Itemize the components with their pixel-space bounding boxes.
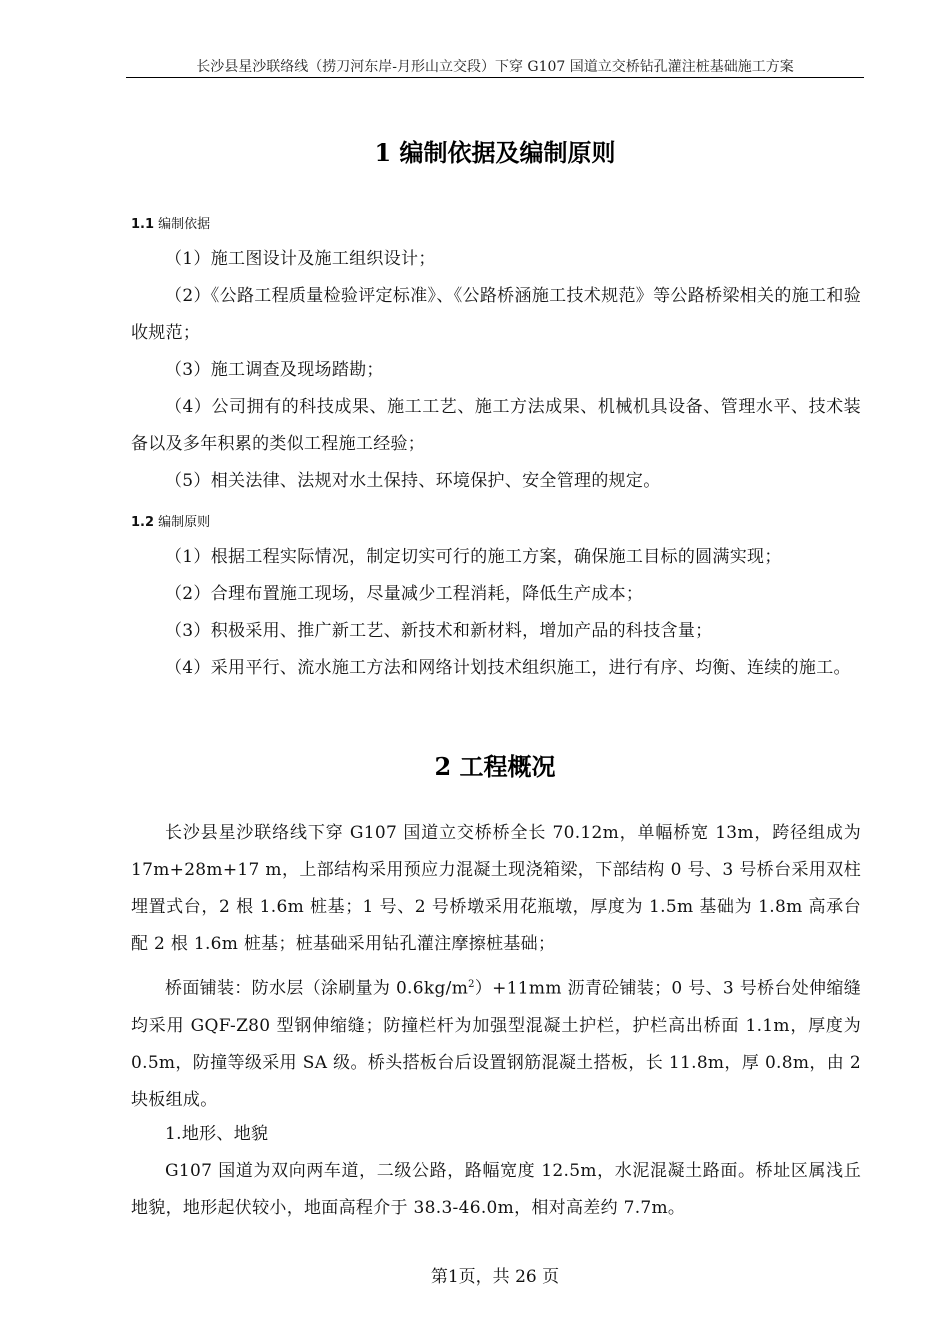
section-label: 编制依据	[158, 217, 211, 232]
superscript: 2	[468, 979, 475, 990]
paragraph-text: ）+11mm 沥青砼铺装；0 号、3 号桥台处伸缩缝均采用 GQF-Z80 型钢伸缩缝；防撞栏杆为加强型混凝土护栏，护栏高出桥面 1.1m，厚度为 0.5m，防撞等级采用 SA 级。桥头搭板台后设置钢筋混凝土搭板，长 11.8m，厚 0.8m，由 2 块板组成。	[131, 978, 861, 1110]
section-1-2-heading	[131, 514, 210, 532]
section-1-1-heading	[131, 216, 210, 234]
list-item: （1）施工图设计及施工组织设计；	[165, 249, 436, 269]
paragraph: 长沙县星沙联络线下穿 G107 国道立交桥桥全长 70.12m，单幅桥宽 13m，跨径组成为 17m+28m+17 m，上部结构采用预应力混凝土现浇箱梁，下部结构 0 号、3 号桥台采用双柱埋置式台，2 根 1.6m 桩基；1 号、2 号桥墩采用花瓶墩，厚度为 1.5m 基础为 1.8m 高承台配 2 根 1.6m 桩基；桩基础采用钻孔灌注摩擦桩基础；	[131, 823, 861, 954]
list-item: （5）相关法律、法规对水土保持、环境保护、安全管理的规定。	[165, 471, 661, 491]
list-item: （3）施工调查及现场踏勘；	[165, 360, 384, 380]
list-item: （2）《公路工程质量检验评定标准》、《公路桥涵施工技术规范》等公路桥梁相关的施工和验收规范；	[131, 286, 861, 343]
list-item: （4）公司拥有的科技成果、施工工艺、施工方法成果、机械机具设备、管理水平、技术装备以及多年积累的类似工程施工经验；	[131, 397, 861, 454]
list-item: （3）积极采用、推广新工艺、新技术和新材料，增加产品的科技含量；	[165, 621, 713, 641]
paragraph-text: 桥面铺装：防水层（涂刷量为 0.6kg/m	[165, 978, 469, 999]
subheading: 1.地形、地貌	[165, 1124, 269, 1144]
page-header: 长沙县星沙联络线（捞刀河东岸-月形山立交段）下穿 G107 国道立交桥钻孔灌注桩基础施工方案	[196, 59, 794, 75]
list-item: （2）合理布置施工现场，尽量减少工程消耗，降低生产成本；	[165, 584, 644, 604]
list-item: （4）采用平行、流水施工方法和网络计划技术组织施工，进行有序、均衡、连续的施工。	[165, 658, 851, 678]
chapter-1-title: 1 编制依据及编制原则	[374, 138, 616, 167]
header-rule	[126, 77, 864, 78]
chapter-2-title: 2 工程概况	[434, 752, 556, 781]
page-number: 第1页，共 26 页	[430, 1267, 560, 1287]
section-label: 编制原则	[158, 515, 211, 530]
paragraph: G107 国道为双向两车道，二级公路，路幅宽度 12.5m，水泥混凝土路面。桥址区属浅丘地貌，地形起伏较小，地面高程介于 38.3-46.0m，相对高差约 7.7m。	[131, 1161, 861, 1218]
paragraph	[131, 966, 861, 1119]
section-number: 1.2	[131, 515, 155, 530]
section-number: 1.1	[131, 217, 155, 232]
list-item: （1）根据工程实际情况，制定切实可行的施工方案，确保施工目标的圆满实现；	[165, 547, 782, 567]
